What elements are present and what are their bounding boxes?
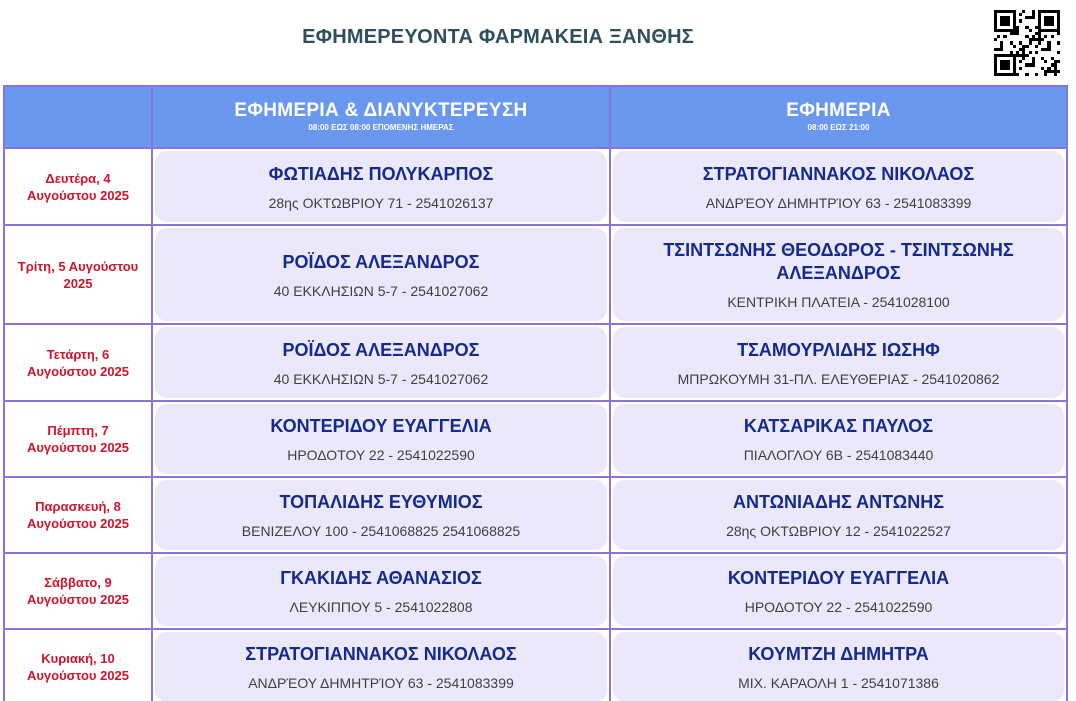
pharmacy-address: 40 ΕΚΚΛΗΣΙΩΝ 5-7 - 2541027062 <box>273 282 489 299</box>
pharmacy-address: ΠΙΑΛΟΓΛΟΥ 6Β - 2541083440 <box>743 447 934 463</box>
day-duty-cell <box>609 147 1068 226</box>
header-day-duty-title: ΕΦΗΜΕΡΙΑ <box>786 100 891 121</box>
pharmacy-name: ΦΩΤΙΑΔΗΣ ΠΟΛΥΚΑΡΠΟΣ <box>268 163 494 184</box>
pharmacy-card <box>155 632 607 701</box>
pharmacy-card <box>155 404 607 474</box>
pharmacy-card <box>155 480 607 550</box>
pharmacy-card <box>155 228 607 321</box>
pharmacy-schedule-table <box>3 85 1068 701</box>
table-row <box>3 323 1068 402</box>
date-label: Τετάρτη, 6 Αυγούστου 2025 <box>26 346 130 379</box>
pharmacy-card <box>155 151 607 222</box>
date-cell <box>3 323 153 402</box>
header-day-duty <box>609 85 1068 149</box>
night-duty-cell <box>151 147 611 226</box>
date-label: Δευτέρα, 4 Αυγούστου 2025 <box>26 170 130 203</box>
day-duty-cell <box>609 224 1068 325</box>
pharmacy-name: ΣΤΡΑΤΟΓΙΑΝΝΑΚΟΣ ΝΙΚΟΛΑΟΣ <box>245 644 517 664</box>
pharmacy-address: ΛΕΥΚΙΠΠΟΥ 5 - 2541022808 <box>289 599 473 615</box>
pharmacy-name: ΤΣΑΜΟΥΡΛΙΔΗΣ ΙΩΣΗΦ <box>737 339 940 360</box>
night-duty-cell <box>151 224 611 325</box>
pharmacy-card <box>613 556 1064 626</box>
header-night-duty-title: ΕΦΗΜΕΡΙΑ & ΔΙΑΝΥΚΤΕΡΕΥΣΗ <box>234 100 528 121</box>
pharmacy-name: ΚΟΝΤΕΡΙΔΟΥ ΕΥΑΓΓΕΛΙΑ <box>727 568 950 588</box>
pharmacy-name: ΑΝΤΩΝΙΑΔΗΣ ΑΝΤΩΝΗΣ <box>732 492 945 512</box>
date-cell <box>3 552 153 630</box>
pharmacy-name: ΡΟΪΔΟΣ ΑΛΕΞΑΝΔΡΟΣ <box>282 339 480 360</box>
date-cell <box>3 224 153 325</box>
date-cell <box>3 476 153 554</box>
pharmacy-card <box>613 228 1064 321</box>
day-duty-cell <box>609 323 1068 402</box>
header-blank-cell <box>3 85 153 149</box>
date-label: Πέμπτη, 7 Αυγούστου 2025 <box>26 423 130 455</box>
qr-code-icon[interactable] <box>994 10 1060 76</box>
pharmacy-address: ΑΝΔΡΈΟΥ ΔΗΜΗΤΡΊΟΥ 63 - 2541083399 <box>705 194 972 211</box>
pharmacy-name: ΤΟΠΑΛΙΔΗΣ ΕΥΘΥΜΙΟΣ <box>279 492 483 512</box>
day-duty-cell <box>609 552 1068 630</box>
date-label: Κυριακή, 10 Αυγούστου 2025 <box>26 651 130 683</box>
pharmacy-address: ΗΡΟΔΟΤΟΥ 22 - 2541022590 <box>744 599 933 615</box>
pharmacy-card <box>613 404 1064 474</box>
date-label: Σάββατο, 9 Αυγούστου 2025 <box>26 575 130 607</box>
pharmacy-address: ΒΕΝΙΖΕΛΟΥ 100 - 2541068825 2541068825 <box>241 523 521 539</box>
night-duty-cell <box>151 628 611 701</box>
pharmacy-card <box>155 556 607 626</box>
table-row <box>3 628 1068 701</box>
night-duty-cell <box>151 552 611 630</box>
pharmacy-name: ΚΟΥΜΤΖΗ ΔΗΜΗΤΡΑ <box>748 644 929 664</box>
pharmacy-card <box>155 327 607 398</box>
pharmacy-name: ΓΚΑΚΙΔΗΣ ΑΘΑΝΑΣΙΟΣ <box>280 568 482 588</box>
table-row <box>3 552 1068 630</box>
table-row <box>3 400 1068 478</box>
pharmacy-address: 40 ΕΚΚΛΗΣΙΩΝ 5-7 - 2541027062 <box>273 370 489 387</box>
date-label: Παρασκευή, 8 Αυγούστου 2025 <box>26 499 130 531</box>
page-title: ΕΦΗΜΕΡΕΥΟΝΤΑ ΦΑΡΜΑΚΕΙΑ ΞΑΝΘΗΣ <box>302 26 694 48</box>
day-duty-cell <box>609 476 1068 554</box>
night-duty-cell <box>151 476 611 554</box>
pharmacy-name: ΚΑΤΣΑΡΙΚΑΣ ΠΑΥΛΟΣ <box>743 416 934 436</box>
day-duty-cell <box>609 400 1068 478</box>
header-night-duty <box>151 85 611 149</box>
pharmacy-name: ΡΟΪΔΟΣ ΑΛΕΞΑΝΔΡΟΣ <box>282 251 480 272</box>
pharmacy-address: ΚΕΝΤΡΙΚΗ ΠΛΑΤΕΙΑ - 2541028100 <box>727 294 950 310</box>
pharmacy-address: ΑΝΔΡΈΟΥ ΔΗΜΗΤΡΊΟΥ 63 - 2541083399 <box>248 675 514 691</box>
date-cell <box>3 628 153 701</box>
date-label: Τρίτη, 5 Αυγούστου 2025 <box>17 258 139 291</box>
pharmacy-card <box>613 632 1064 701</box>
table-row <box>3 224 1068 325</box>
night-duty-cell <box>151 323 611 402</box>
pharmacy-card <box>613 151 1064 222</box>
header-night-duty-hours: 08:00 ΕΩΣ 08:00 ΕΠΟΜΕΝΗΣ ΗΜΕΡΑΣ <box>308 123 454 132</box>
pharmacy-name: ΚΟΝΤΕΡΙΔΟΥ ΕΥΑΓΓΕΛΙΑ <box>270 416 492 436</box>
day-duty-cell <box>609 628 1068 701</box>
pharmacy-address: ΗΡΟΔΟΤΟΥ 22 - 2541022590 <box>287 447 475 463</box>
date-cell <box>3 400 153 478</box>
header-day-duty-hours: 08:00 ΕΩΣ 21:00 <box>807 123 870 132</box>
pharmacy-card <box>613 327 1064 398</box>
date-cell <box>3 147 153 226</box>
pharmacy-name: ΣΤΡΑΤΟΓΙΑΝΝΑΚΟΣ ΝΙΚΟΛΑΟΣ <box>702 163 975 184</box>
night-duty-cell <box>151 400 611 478</box>
table-row <box>3 147 1068 226</box>
pharmacy-address: 28ης ΟΚΤΩΒΡΙΟΥ 12 - 2541022527 <box>726 523 951 539</box>
pharmacy-address: ΜΙΧ. ΚΑΡΑΟΛΗ 1 - 2541071386 <box>738 675 939 691</box>
pharmacy-address: ΜΠΡΩΚΟΥΜΗ 31-ΠΛ. ΕΛΕΥΘΕΡΙΑΣ - 2541020862 <box>677 370 1000 387</box>
pharmacy-address: 28ης ΟΚΤΩΒΡΙΟΥ 71 - 2541026137 <box>268 194 494 211</box>
pharmacy-card <box>613 480 1064 550</box>
pharmacy-name: ΤΣΙΝΤΣΩΝΗΣ ΘΕΟΔΩΡΟΣ - ΤΣΙΝΤΣΩΝΗΣ ΑΛΕΞΑΝΔΡΟΣ <box>663 240 1014 283</box>
table-row <box>3 476 1068 554</box>
